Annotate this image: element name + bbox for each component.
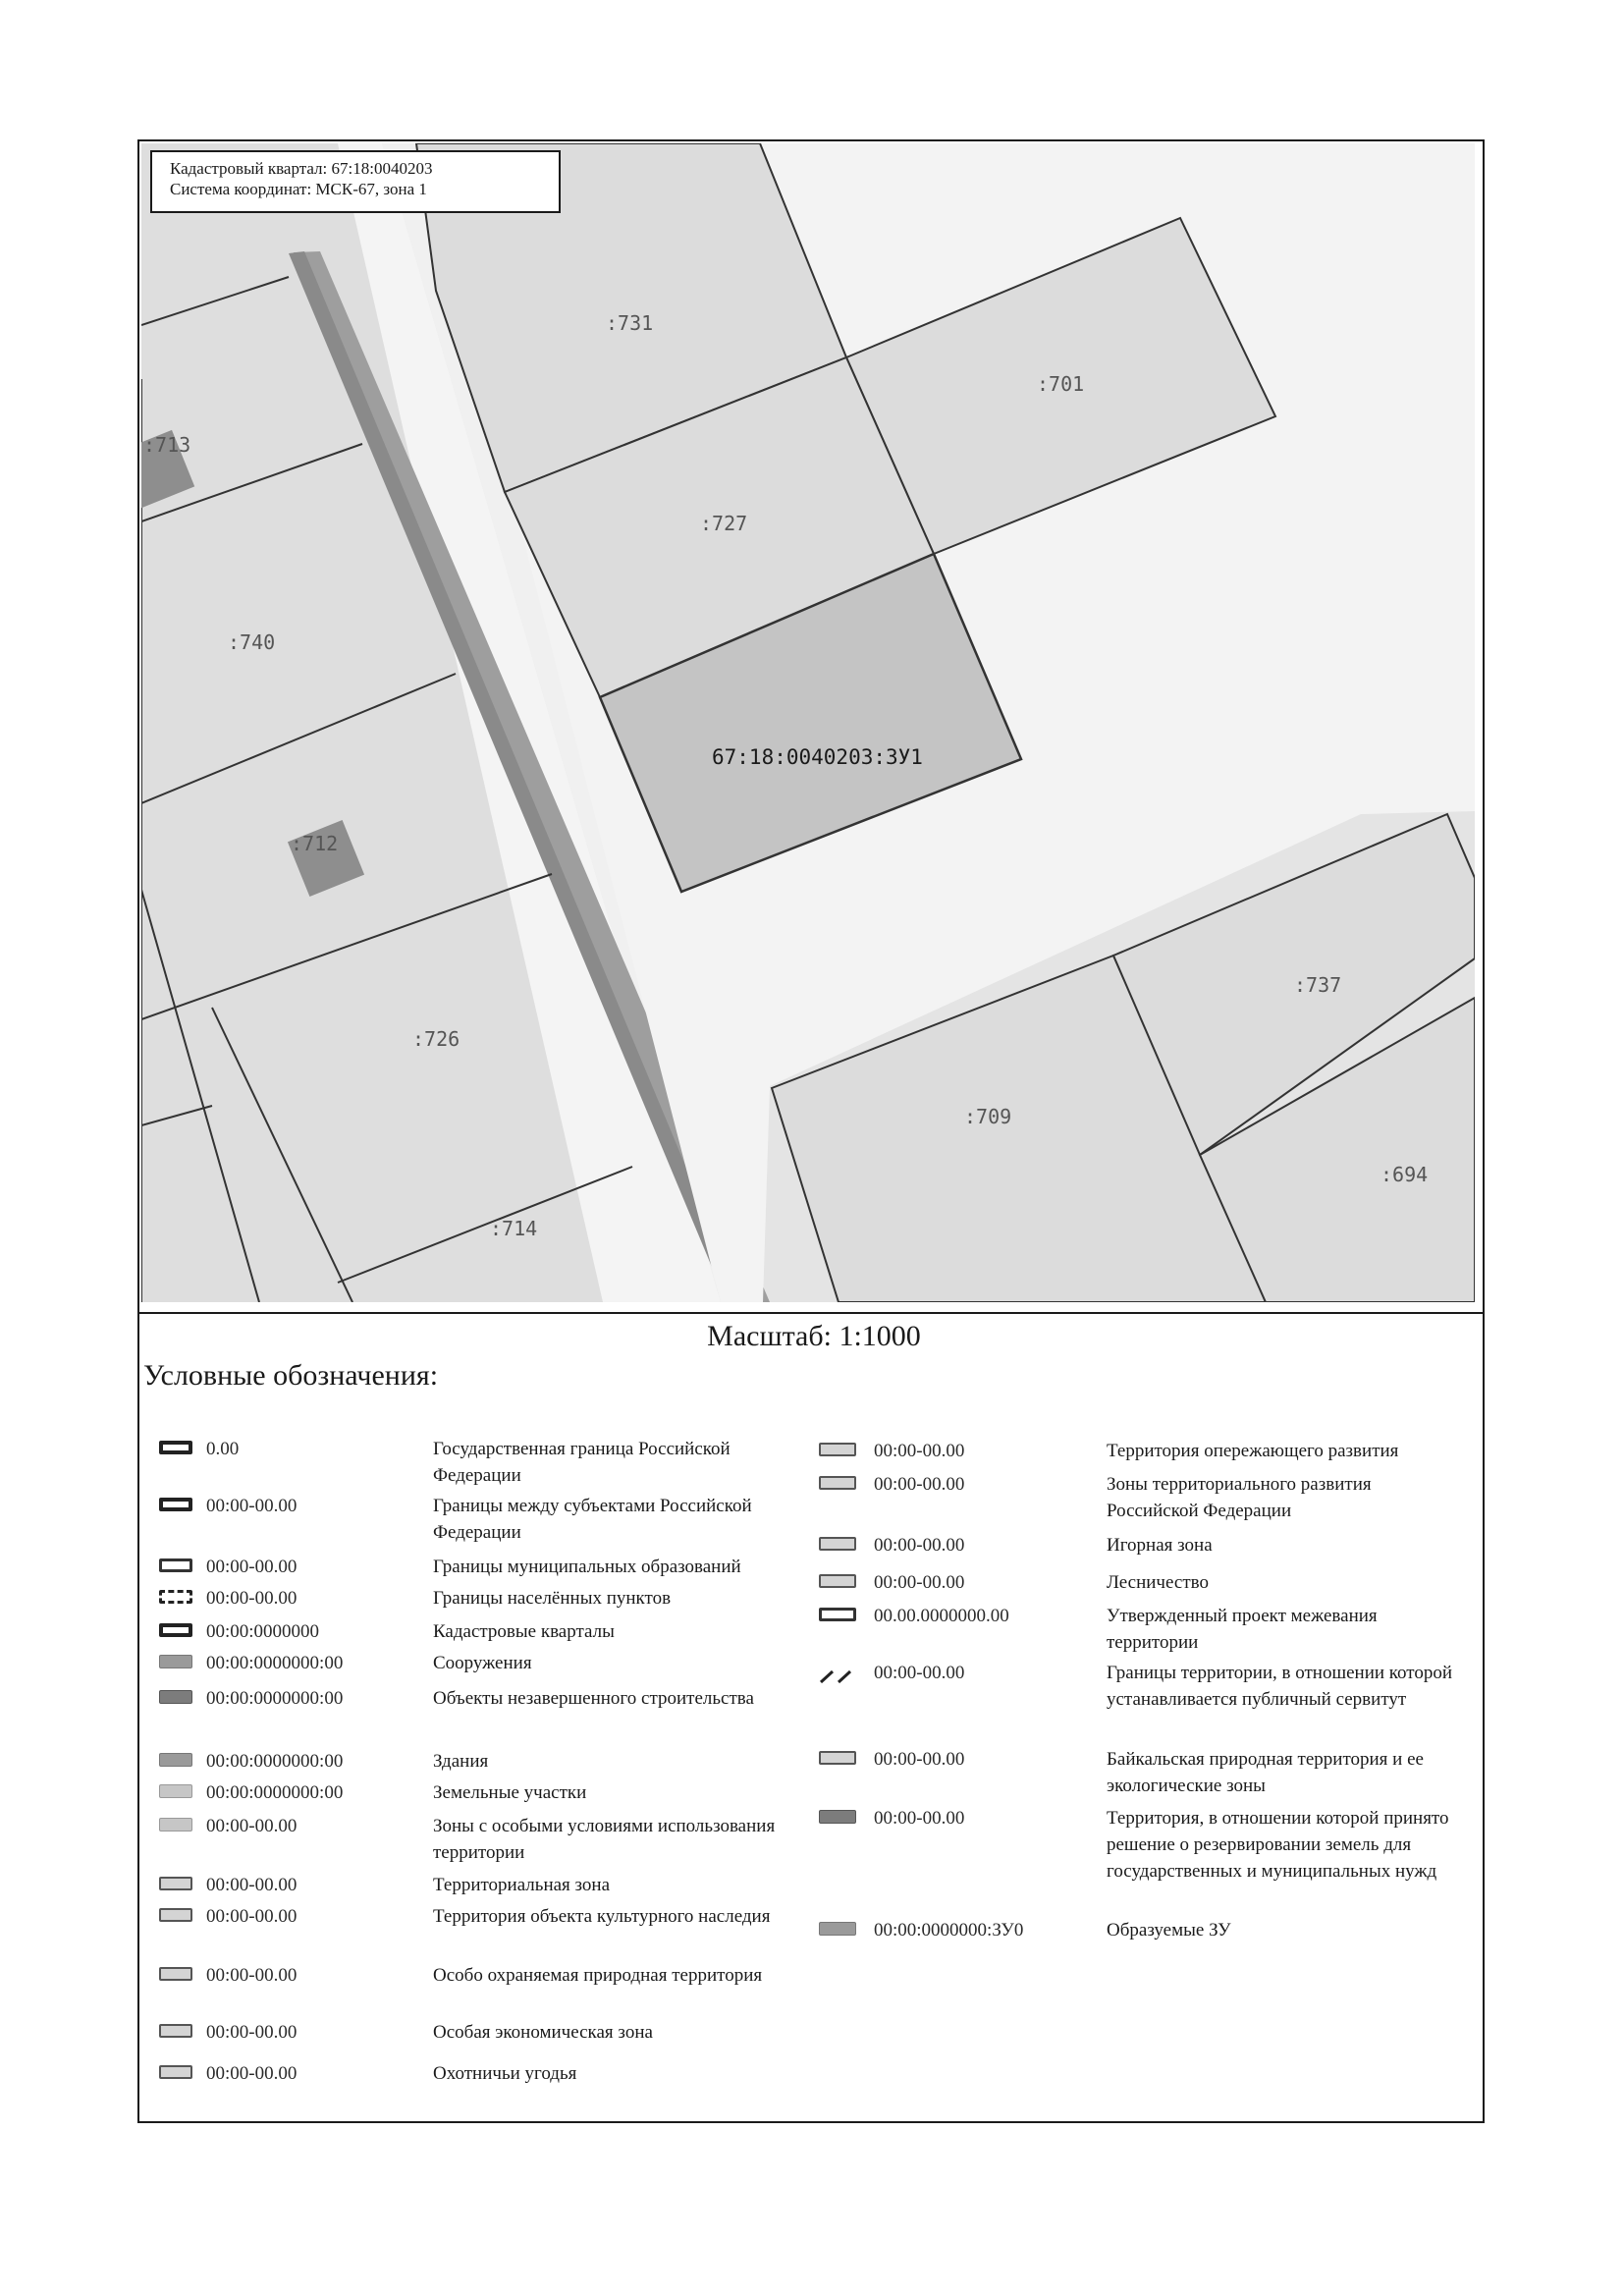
legend-code: 00:00:0000000:00: [206, 1782, 344, 1803]
map-label: :712: [291, 832, 339, 855]
map-label: :709: [964, 1105, 1012, 1128]
map-label: :694: [1380, 1163, 1429, 1186]
legend-code: 00:00-00.00: [874, 1572, 965, 1593]
legend-symbol-icon: [819, 1574, 856, 1588]
map-label: :701: [1037, 372, 1085, 396]
legend-description: Зоны с особыми условиями использования территории: [433, 1816, 776, 1863]
legend-description: Территория, в отношении которой принято решение о резервировании земель для государственных и муниципальных нужд: [1107, 1808, 1449, 1882]
legend-description: Территориальная зона: [433, 1875, 611, 1895]
legend-symbol-icon: [159, 1753, 192, 1767]
legend-code: 00:00-00.00: [206, 2063, 298, 2084]
legend-description: Государственная граница Российской Федерации: [433, 1439, 731, 1486]
legend-symbol-icon: [819, 1443, 856, 1456]
legend-symbol-icon: [819, 1810, 856, 1824]
legend-symbol-icon: [819, 1665, 856, 1678]
cadastral-quarter-text: Кадастровый квартал: 67:18:0040203: [170, 159, 433, 178]
legend-description: Байкальская природная территория и ее экологические зоны: [1107, 1749, 1424, 1796]
legend-code: 00:00-00.00: [874, 1749, 965, 1770]
map-label: :740: [228, 630, 276, 654]
map-separator: [139, 1312, 1483, 1314]
legend-symbol-icon: [159, 1967, 192, 1981]
legend-code: 00:00-00.00: [874, 1474, 965, 1495]
legend-description: Границы между субъектами Российской Федерации: [433, 1496, 752, 1543]
legend-code: 00:00-00.00: [206, 1965, 298, 1986]
legend-symbol-icon: [819, 1608, 856, 1621]
legend-description: Территория опережающего развития: [1107, 1441, 1399, 1461]
legend-code: 00:00-00.00: [206, 2022, 298, 2043]
legend-symbol-icon: [159, 2065, 192, 2079]
legend-code: 00:00:0000000:00: [206, 1688, 344, 1709]
map-label-zu1: 67:18:0040203:ЗУ1: [712, 745, 923, 769]
legend-code: 00:00-00.00: [206, 1557, 298, 1577]
legend-title: Условные обозначения:: [143, 1359, 439, 1392]
map-label: :731: [606, 311, 654, 335]
legend-description: Особо охраняемая природная территория: [433, 1965, 763, 1986]
legend-symbol-icon: [819, 1922, 856, 1936]
legend-code: 00:00-00.00: [874, 1535, 965, 1556]
legend-description: Лесничество: [1107, 1572, 1209, 1593]
legend-description: Утвержденный проект межевания территории: [1107, 1606, 1378, 1653]
legend-description: Земельные участки: [433, 1782, 587, 1803]
legend-symbol-icon: [819, 1537, 856, 1551]
legend-symbol-icon: [159, 2024, 192, 2038]
map-label: :714: [490, 1217, 538, 1240]
legend-code: 00:00-00.00: [206, 1816, 298, 1836]
legend-symbol-icon: [159, 1498, 192, 1511]
legend-description: Границы муниципальных образований: [433, 1557, 741, 1577]
cadastral-map[interactable]: [141, 143, 1475, 1302]
legend-symbol-icon: [159, 1818, 192, 1831]
legend-code: 00:00:0000000:00: [206, 1653, 344, 1673]
legend-code: 00:00-00.00: [874, 1663, 965, 1683]
legend-symbol-icon: [159, 1623, 192, 1637]
legend-symbol-icon: [159, 1690, 192, 1704]
legend-code: 00:00-00.00: [874, 1441, 965, 1461]
legend-symbol-icon: [159, 1441, 192, 1454]
map-label: :737: [1294, 973, 1342, 997]
legend-symbol-icon: [819, 1476, 856, 1490]
legend-symbol-icon: [159, 1655, 192, 1668]
legend-description: Границы населённых пунктов: [433, 1588, 672, 1609]
legend-description: Здания: [433, 1751, 489, 1772]
legend-description: Особая экономическая зона: [433, 2022, 653, 2043]
legend-description: Объекты незавершенного строительства: [433, 1688, 754, 1709]
legend-description: Зоны территориального развития Российской Федерации: [1107, 1474, 1372, 1521]
legend-code: 00:00-00.00: [206, 1496, 298, 1516]
legend-code: 00:00-00.00: [206, 1906, 298, 1927]
legend-description: Охотничьи угодья: [433, 2063, 577, 2084]
legend-description: Кадастровые кварталы: [433, 1621, 615, 1642]
legend-symbol-icon: [159, 1590, 192, 1604]
legend-description: Сооружения: [433, 1653, 532, 1673]
map-info-box: [150, 150, 561, 213]
legend-description: Границы территории, в отношении которой устанавливается публичный сервитут: [1107, 1663, 1453, 1710]
legend-symbol-icon: [159, 1908, 192, 1922]
map-label: :726: [412, 1027, 460, 1051]
legend-code: 00:00:0000000:00: [206, 1751, 344, 1772]
legend-symbol-icon: [159, 1784, 192, 1798]
map-label: :713: [143, 433, 191, 457]
legend-code: 0.00: [206, 1439, 240, 1459]
map-label: :727: [700, 512, 748, 535]
legend-code: 00.00.0000000.00: [874, 1606, 1009, 1626]
map-canvas: [141, 143, 1475, 1302]
legend-code: 00:00-00.00: [206, 1588, 298, 1609]
legend-symbol-icon: [159, 1877, 192, 1890]
legend-symbol-icon: [159, 1558, 192, 1572]
legend-description: Игорная зона: [1107, 1535, 1213, 1556]
legend-code: 00:00-00.00: [206, 1875, 298, 1895]
legend-code: 00:00:0000000: [206, 1621, 320, 1642]
coordinate-system-text: Система координат: МСК-67, зона 1: [170, 180, 427, 198]
legend-code: 00:00:0000000:ЗУ0: [874, 1920, 1024, 1941]
legend-symbol-icon: [819, 1751, 856, 1765]
legend-description: Образуемые ЗУ: [1107, 1920, 1231, 1941]
legend-code: 00:00-00.00: [874, 1808, 965, 1829]
legend-description: Территория объекта культурного наследия: [433, 1906, 771, 1927]
map-scale: Масштаб: 1:1000: [707, 1320, 921, 1352]
